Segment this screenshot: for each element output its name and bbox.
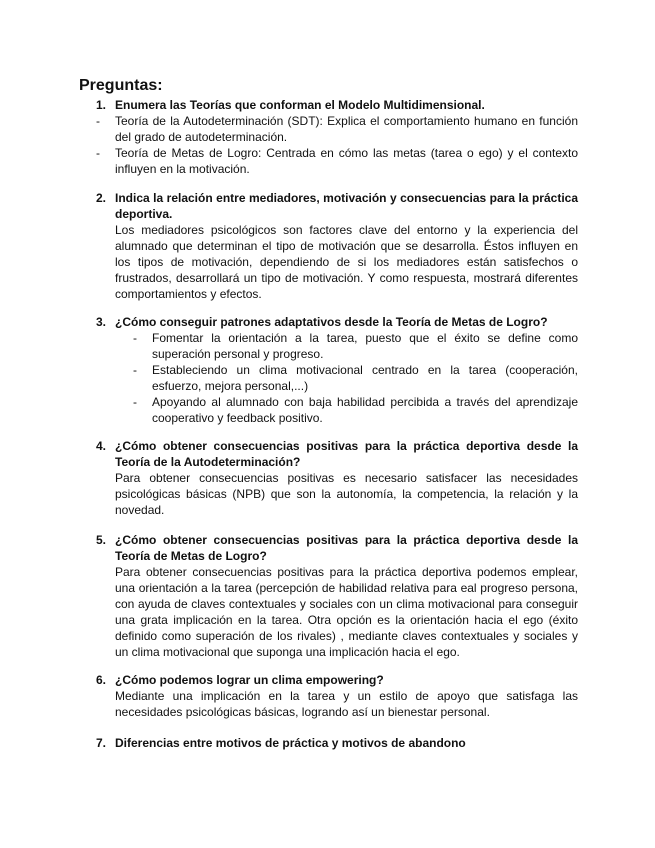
page-title: Preguntas: <box>79 77 163 94</box>
answer-paragraph: Los mediadores psicológicos son factores clave del entorno y la experiencia del alumnado que determinan el tipo de motivación que se desarrolla. Éstos influyen en los tipos de motivación, dependiendo de si los mediadores están satisfechos o frustrados, desarrollará un tipo de motivación. Y como respuesta, mostrará diferentes comportamientos y efectos. <box>115 223 578 301</box>
question-6 <box>96 672 578 720</box>
list-item: - Teoría de Metas de Logro: Centrada en cómo las metas (tarea o ego) y el contexto influyen en la motivación. <box>96 146 578 176</box>
question-number: 1. <box>96 98 107 112</box>
bullet-dash: - <box>133 363 137 377</box>
question-1 <box>96 97 578 177</box>
question-number: 2. <box>96 191 107 205</box>
list-item: - Teoría de la Autodeterminación (SDT): Explica el comportamiento humano en función del grado de autodeterminación. <box>96 114 578 144</box>
question-number: 5. <box>96 533 107 547</box>
answer-paragraph: Para obtener consecuencias positivas es necesario satisfacer las necesidades psicológicas básicas (NPB) que son la autonomía, la competencia, la relación y la novedad. <box>115 471 578 517</box>
question-number: 3. <box>96 315 107 329</box>
answer-paragraph: Para obtener consecuencias positivas para la práctica deportiva podemos emplear, una orientación a la tarea (percepción de habilidad relativa para eal progreso persona, con ayuda de claves contextuales y sociales con un clima motivacional para conseguir una grata implicación en la tarea. Otra opción es la orientación hacia el ego (éxito definido como superación de los rivales) , mediante claves contextuales y sociales y un clima motivacional que suponga una implicación hacia el ego. <box>115 565 578 659</box>
question-number: 6. <box>96 673 107 687</box>
question-text: ¿Cómo conseguir patrones adaptativos desde la Teoría de Metas de Logro? <box>115 315 548 329</box>
question-text: Indica la relación entre mediadores, motivación y consecuencias para la práctica deportiva. <box>115 191 578 221</box>
question-4 <box>96 438 578 518</box>
question-text: Enumera las Teorías que conforman el Modelo Multidimensional. <box>115 98 485 112</box>
question-7 <box>96 735 578 751</box>
question-text: ¿Cómo obtener consecuencias positivas para la práctica deportiva desde la Teoría de Metas de Logro? <box>115 533 578 563</box>
question-3 <box>96 314 578 426</box>
answer-list <box>96 330 578 426</box>
bullet-dash: - <box>133 331 137 345</box>
question-text: ¿Cómo obtener consecuencias positivas para la práctica deportiva desde la Teoría de la Autodeterminación? <box>115 439 578 469</box>
question-number: 7. <box>96 736 107 750</box>
list-item: - Estableciendo un clima motivacional centrado en la tarea (cooperación, esfuerzo, mejora personal,...) <box>115 362 578 394</box>
question-2 <box>96 190 578 302</box>
answer-paragraph: Mediante una implicación en la tarea y un estilo de apoyo que satisfaga las necesidades psicológicas básicas, logrando así un bienestar personal. <box>115 689 578 719</box>
bullet-dash: - <box>96 146 100 160</box>
list-item: - Apoyando al alumnado con baja habilidad percibida a través del aprendizaje cooperativo y feedback positivo. <box>115 394 578 426</box>
bullet-dash: - <box>133 395 137 409</box>
bullet-dash: - <box>96 114 100 128</box>
list-item: - Fomentar la orientación a la tarea, puesto que el éxito se define como superación personal y progreso. <box>115 330 578 362</box>
question-text: ¿Cómo podemos lograr un clima empowering? <box>115 673 384 687</box>
question-text: Diferencias entre motivos de práctica y motivos de abandono <box>115 736 466 750</box>
question-number: 4. <box>96 439 107 453</box>
question-5 <box>96 532 578 660</box>
answer-list <box>96 113 578 177</box>
